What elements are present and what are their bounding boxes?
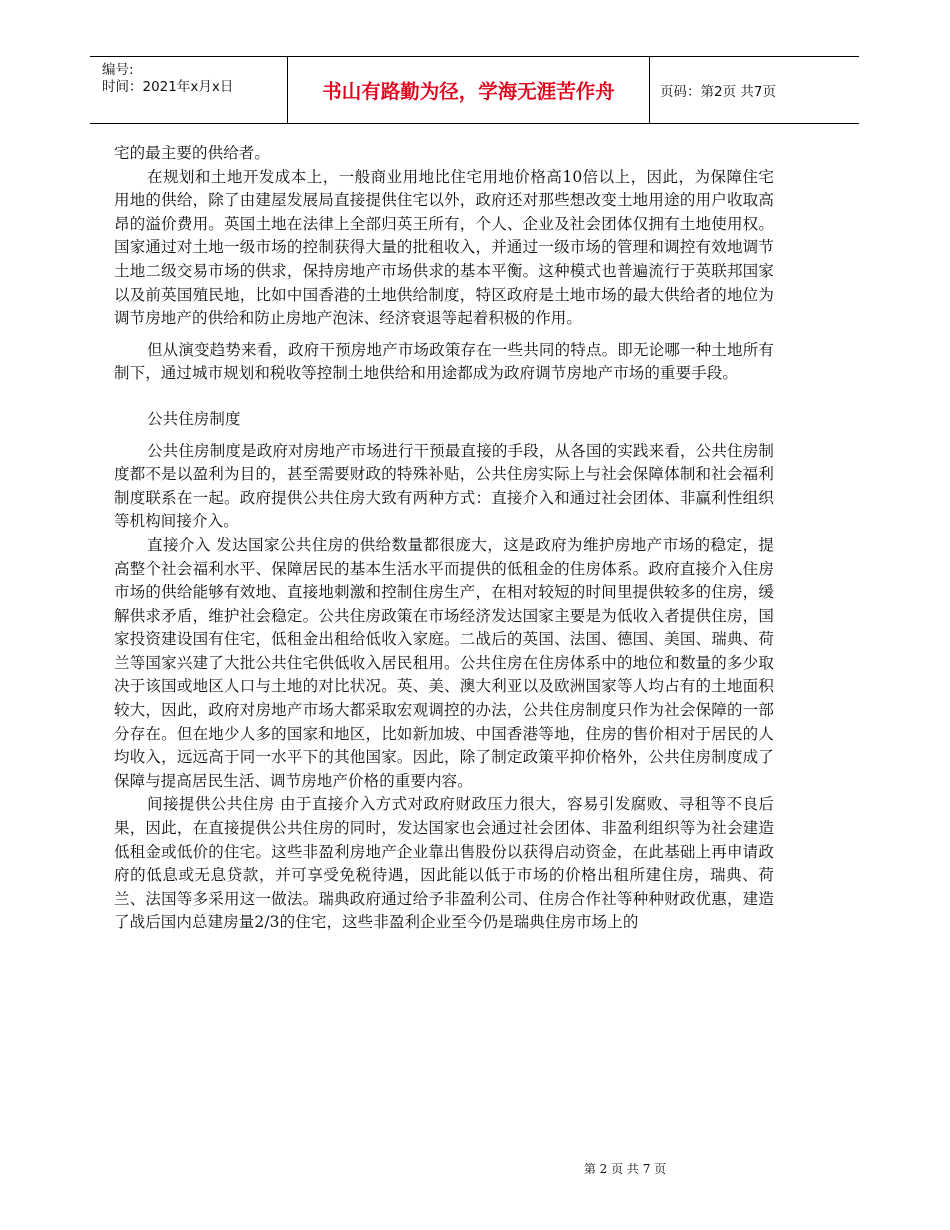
page-footer: 第 2 页 共 7 页	[583, 1162, 667, 1176]
document-body	[114, 142, 774, 935]
paragraph-1: 宅的最主要的供给者。	[114, 144, 271, 162]
header-page-label: 页码：第2页 共7页	[660, 84, 776, 100]
section-heading: 公共住房制度	[147, 409, 241, 428]
paragraph-2: 在规划和土地开发成本上，一般商业用地比住宅用地价格高10倍以上，因此，为保障住宅用地的供给，除了由建屋发展局直接提供住宅以外，政府还对那些想改变土地用途的用户收取高昂的溢价费用。英国土地在法律上全部归英王所有，个人、企业及社会团体仅拥有土地使用权。国家通过对土地一级市场的控制获得大量的批租收入，并通过一级市场的管理和调控有效地调节土地二级交易市场的供求，保持房地产市场供求的基本平衡。这种模式也普遍流行于英联邦国家以及前英国殖民地，比如中国香港的土地供给制度，特区政府是土地市场的最大供给者的地位为调节房地产的供给和防止房地产泡沫、经济衰退等起着积极的作用。	[114, 167, 774, 328]
header-motto: 书山有路勤为径，学海无涯苦作舟	[287, 57, 650, 123]
number-label: 编号:	[102, 62, 134, 78]
paragraph-4: 公共住房制度是政府对房地产市场进行干预最直接的手段，从各国的实践来看，公共住房制度都不是以盈利为目的，甚至需要财政的特殊补贴，公共住房实际上与社会保障体制和社会福利制度联系在一起。政府提供公共住房大致有两种方式：直接介入和通过社会团体、非赢利性组织等机构间接介入。	[114, 441, 774, 531]
paragraph-5: 直接介入 发达国家公共住房的供给数量都很庞大，这是政府为维护房地产市场的稳定，提高整个社会福利水平、保障居民的基本生活水平而提供的低租金的住房体系。政府直接介入住房市场的供给能够有效地、直接地刺激和控制住房生产，在相对较短的时间里提供较多的住房，缓解供求矛盾，维护社会稳定。公共住房政策在市场经济发达国家主要是为低收入者提供住房，国家投资建设国有住宅，低租金出租给低收入家庭。二战后的英国、法国、德国、美国、瑞典、荷兰等国家兴建了大批公共住宅供低收入居民租用。公共住房在住房体系中的地位和数量的多少取决于该国或地区人口与土地的对比状况。英、美、澳大利亚以及欧洲国家等人均占有的土地面积较大，因此，政府对房地产市场大都采取宏观调控的办法，公共住房制度只作为社会保障的一部分存在。但在地少人多的国家和地区，比如新加坡、中国香港等地，住房的售价相对于居民的人均收入，远远高于同一水平下的其他国家。因此，除了制定政策平抑价格外，公共住房制度成了保障与提高居民生活、调节房地产价格的重要内容。	[114, 535, 774, 790]
time-label: 时间：2021年x月x日	[102, 79, 234, 95]
paragraph-6: 间接提供公共住房 由于直接介入方式对政府财政压力很大，容易引发腐败、寻租等不良后果，因此，在直接提供公共住房的同时，发达国家也会通过社会团体、非盈利组织等为社会建造低租金或低价的住宅。这些非盈利房地产企业靠出售股份以获得启动资金，在此基础上再申请政府的低息或无息贷款，并可享受免税待遇，因此能以低于市场的价格出租所建住房，瑞典、荷兰、法国等多采用这一做法。瑞典政府通过给予非盈利公司、住房合作社等种种财政优惠，建造了战后国内总建房量2/3的住宅，这些非盈利企业至今仍是瑞典住房市场上的	[114, 795, 774, 932]
paragraph-3: 但从演变趋势来看，政府干预房地产市场政策存在一些共同的特点。即无论哪一种土地所有制下，通过城市规划和税收等控制土地供给和用途都成为政府调节房地产市场的重要手段。	[114, 340, 774, 383]
header-meta	[90, 57, 287, 123]
page-header	[90, 56, 859, 124]
